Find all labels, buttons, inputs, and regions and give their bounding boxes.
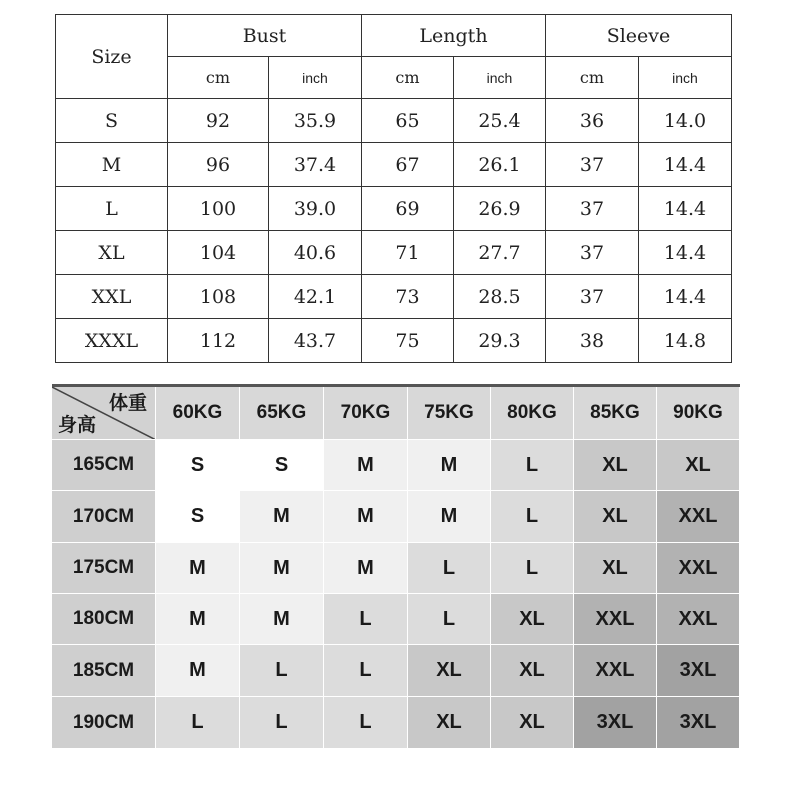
height-label: 身高 xyxy=(58,415,97,436)
measurement-cell: 14.4 xyxy=(639,231,732,275)
size-recommendation-cell: XL xyxy=(657,440,740,491)
size-cell: L xyxy=(56,187,168,231)
measurement-cell: 25.4 xyxy=(454,99,546,143)
size-recommendation-cell: S xyxy=(156,491,240,543)
measurement-cell: 27.7 xyxy=(454,231,546,275)
size-cell: XXL xyxy=(56,275,168,319)
unit-label: cm xyxy=(362,57,454,99)
measurement-cell: 71 xyxy=(362,231,454,275)
size-recommendation-cell: XXL xyxy=(574,645,657,697)
unit-label: inch xyxy=(454,57,546,99)
measurement-cell: 92 xyxy=(168,99,269,143)
measure-table-body xyxy=(56,99,732,363)
size-cell: XL xyxy=(56,231,168,275)
size-recommendation-cell: M xyxy=(156,645,240,697)
size-recommendation-cell: XL xyxy=(574,440,657,491)
size-recommendation-cell: XL xyxy=(491,697,574,749)
weight-header: 85KG xyxy=(574,387,657,440)
measurement-cell: 26.9 xyxy=(454,187,546,231)
size-recommendation-cell: S xyxy=(156,440,240,491)
measurement-cell: 37.4 xyxy=(269,143,362,187)
size-recommendation-cell: XL xyxy=(574,543,657,594)
measurement-cell: 37 xyxy=(546,143,639,187)
measurement-cell: 69 xyxy=(362,187,454,231)
unit-label: inch xyxy=(639,57,732,99)
size-recommendation-cell: XL xyxy=(408,645,491,697)
weight-header: 70KG xyxy=(324,387,408,440)
length-header: Length xyxy=(362,15,546,57)
weight-header: 80KG xyxy=(491,387,574,440)
measurement-cell: 108 xyxy=(168,275,269,319)
unit-label: inch xyxy=(269,57,362,99)
size-recommendation-cell: M xyxy=(324,440,408,491)
corner-header xyxy=(52,387,156,440)
measurement-cell: 43.7 xyxy=(269,319,362,363)
measurement-cell: 38 xyxy=(546,319,639,363)
measurement-cell: 65 xyxy=(362,99,454,143)
size-cell: M xyxy=(56,143,168,187)
weight-header: 65KG xyxy=(240,387,324,440)
measurement-cell: 29.3 xyxy=(454,319,546,363)
table-row xyxy=(56,231,732,275)
table-row xyxy=(56,187,732,231)
size-recommendation-cell: L xyxy=(491,543,574,594)
measurement-cell: 40.6 xyxy=(269,231,362,275)
table-row xyxy=(56,319,732,363)
size-recommendation-cell: XXL xyxy=(657,491,740,543)
bust-header: Bust xyxy=(168,15,362,57)
measurement-cell: 14.0 xyxy=(639,99,732,143)
size-measurement-table xyxy=(55,14,732,363)
measurement-cell: 37 xyxy=(546,187,639,231)
size-recommendation-cell: L xyxy=(240,697,324,749)
size-recommendation-cell: 3XL xyxy=(657,645,740,697)
height-header: 190CM xyxy=(52,697,156,749)
sleeve-header: Sleeve xyxy=(546,15,732,57)
measurement-cell: 36 xyxy=(546,99,639,143)
measurement-cell: 14.4 xyxy=(639,187,732,231)
measurement-cell: 14.8 xyxy=(639,319,732,363)
weight-header: 60KG xyxy=(156,387,240,440)
size-cell: XXXL xyxy=(56,319,168,363)
weight-label: 体重 xyxy=(108,393,147,414)
size-recommendation-cell: L xyxy=(156,697,240,749)
measurement-cell: 35.9 xyxy=(269,99,362,143)
size-recommendation-chart xyxy=(52,384,740,750)
measurement-cell: 100 xyxy=(168,187,269,231)
size-recommendation-cell: M xyxy=(324,543,408,594)
size-recommendation-cell: M xyxy=(156,543,240,594)
measurement-cell: 42.1 xyxy=(269,275,362,319)
unit-label: cm xyxy=(546,57,639,99)
size-recommendation-cell: 3XL xyxy=(574,697,657,749)
table-row xyxy=(56,99,732,143)
size-recommendation-cell: M xyxy=(408,440,491,491)
size-recommendation-cell: L xyxy=(324,697,408,749)
measurement-cell: 37 xyxy=(546,231,639,275)
height-header: 180CM xyxy=(52,594,156,645)
size-recommendation-cell: L xyxy=(408,543,491,594)
measurement-cell: 67 xyxy=(362,143,454,187)
size-recommendation-cell: L xyxy=(408,594,491,645)
size-recommendation-cell: L xyxy=(324,645,408,697)
size-recommendation-cell: M xyxy=(240,594,324,645)
weight-header: 75KG xyxy=(408,387,491,440)
size-recommendation-cell: L xyxy=(491,491,574,543)
measurement-cell: 28.5 xyxy=(454,275,546,319)
size-recommendation-cell: L xyxy=(491,440,574,491)
size-recommendation-cell: S xyxy=(240,440,324,491)
size-recommendation-cell: XL xyxy=(574,491,657,543)
measurement-cell: 14.4 xyxy=(639,275,732,319)
size-recommendation-cell: XL xyxy=(491,645,574,697)
size-recommendation-cell: M xyxy=(324,491,408,543)
size-recommendation-cell: 3XL xyxy=(657,697,740,749)
size-header: Size xyxy=(56,15,168,99)
height-header: 170CM xyxy=(52,491,156,543)
table-row xyxy=(56,143,732,187)
weight-header: 90KG xyxy=(657,387,740,440)
size-recommendation-cell: XXL xyxy=(657,543,740,594)
size-recommendation-cell: XXL xyxy=(657,594,740,645)
measurement-cell: 104 xyxy=(168,231,269,275)
table-row xyxy=(56,275,732,319)
size-recommendation-cell: XL xyxy=(491,594,574,645)
size-cell: S xyxy=(56,99,168,143)
measurement-cell: 112 xyxy=(168,319,269,363)
height-header: 185CM xyxy=(52,645,156,697)
height-header: 175CM xyxy=(52,543,156,594)
size-recommendation-cell: M xyxy=(156,594,240,645)
measurement-cell: 14.4 xyxy=(639,143,732,187)
size-recommendation-cell: L xyxy=(240,645,324,697)
size-recommendation-cell: M xyxy=(240,491,324,543)
size-recommendation-cell: M xyxy=(408,491,491,543)
measurement-cell: 75 xyxy=(362,319,454,363)
measurement-cell: 26.1 xyxy=(454,143,546,187)
size-recommendation-cell: XXL xyxy=(574,594,657,645)
measurement-cell: 73 xyxy=(362,275,454,319)
size-recommendation-cell: M xyxy=(240,543,324,594)
size-recommendation-cell: XL xyxy=(408,697,491,749)
unit-label: cm xyxy=(168,57,269,99)
height-header: 165CM xyxy=(52,440,156,491)
measurement-cell: 96 xyxy=(168,143,269,187)
recommendation-grid xyxy=(52,384,740,750)
measurement-cell: 37 xyxy=(546,275,639,319)
size-recommendation-cell: L xyxy=(324,594,408,645)
measurement-cell: 39.0 xyxy=(269,187,362,231)
